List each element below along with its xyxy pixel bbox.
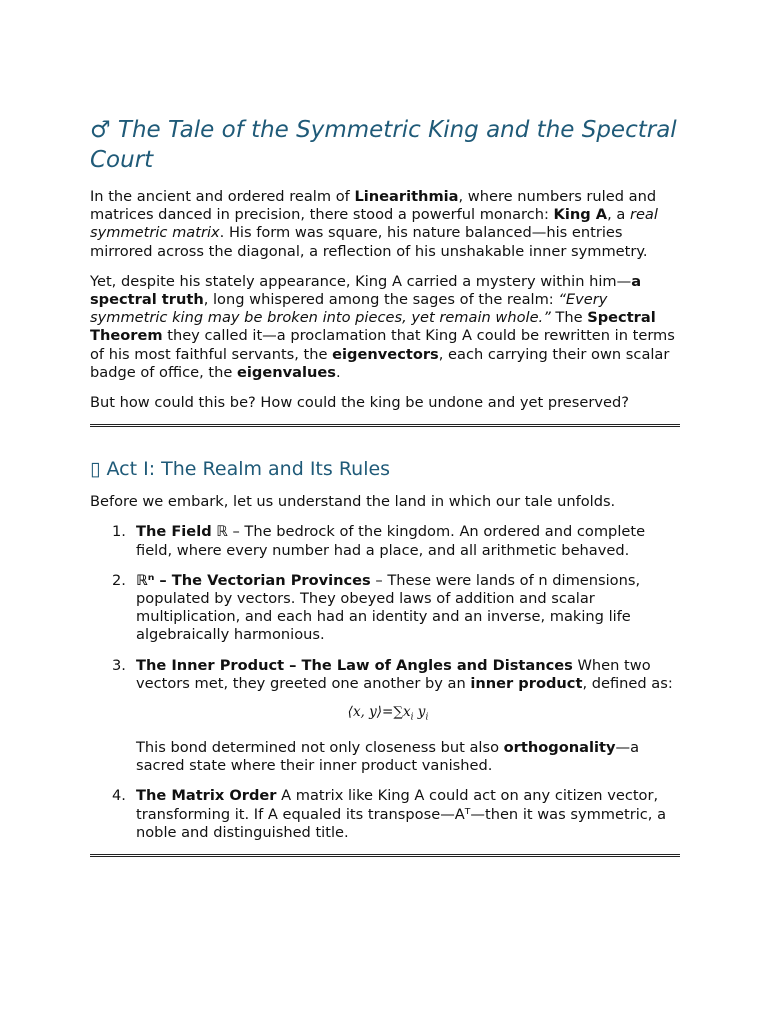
- realm-name: Linearithmia: [354, 188, 459, 205]
- formula-lhs: ⟨x, y⟩=∑: [347, 704, 403, 721]
- item-text: – The bedrock of the kingdom. An ordered and complete field, where every number had a place, and all arithmetic behaved.: [136, 523, 646, 559]
- item-text: , defined as:: [582, 674, 673, 692]
- intro-paragraph-2: [90, 273, 680, 382]
- intro-paragraph-1: [90, 188, 680, 261]
- list-item: [90, 657, 680, 776]
- list-number: 4.: [112, 787, 126, 805]
- text: This bond determined not only closeness but also: [136, 738, 504, 756]
- section-heading-text: Act I: The Realm and Its Rules: [106, 458, 391, 481]
- text: , long whispered among the sages of the realm:: [203, 291, 559, 309]
- text: . His form was square, his nature balanced—his entries mirrored across the diagonal, a reflection of his unshakable inner symmetry.: [90, 224, 648, 260]
- formula-var: y: [417, 704, 426, 721]
- section-lead: Before we embark, let us understand the land in which our tale unfolds.: [90, 493, 616, 511]
- quote: “Every symmetric king may be broken into pieces, yet remain whole.”: [90, 291, 608, 327]
- divider: [90, 854, 680, 857]
- item-text: – These were lands of n dimensions, populated by vectors. They obeyed laws of addition and scalar multiplication, and each had an identity and an inverse, making life algebraically harmonious.: [136, 571, 641, 644]
- inner-product-formula: [136, 703, 680, 727]
- list-number: 1.: [112, 523, 126, 541]
- bold-term: inner product: [470, 674, 583, 692]
- intro-paragraph-3: But how could this be? How could the king be undone and yet preserved?: [90, 394, 629, 412]
- section-heading: [90, 457, 680, 481]
- list-number: 2.: [112, 571, 126, 589]
- formula-sub: i: [425, 712, 429, 723]
- item-title: The Inner Product – The Law of Angles and Distances: [136, 656, 573, 674]
- item-title: The Matrix Order: [136, 787, 277, 805]
- formula-var: x: [402, 704, 411, 721]
- text: In the ancient and ordered realm of: [90, 188, 355, 205]
- item-text: When two vectors met, they greeted one another by an: [136, 656, 651, 692]
- bold-term: eigenvectors: [332, 345, 439, 363]
- item-title: The Field: [136, 523, 212, 541]
- item-title: ℝⁿ – The Vectorian Provinces: [136, 571, 371, 589]
- list-number: 3.: [112, 656, 126, 674]
- item-continuation: [136, 739, 680, 775]
- document-page: [90, 115, 680, 857]
- divider: [90, 424, 680, 427]
- bold-term: orthogonality: [503, 738, 616, 756]
- missing-glyph-icon: ▯: [90, 458, 101, 481]
- text: , a: [607, 206, 630, 224]
- text: they called it—a proclamation that King A could be rewritten in terms of his most faithful servants, the: [90, 327, 675, 363]
- emphasis: real symmetric matrix: [90, 206, 658, 242]
- formula-sub: i: [410, 712, 414, 723]
- text: —a sacred state where their inner product vanished.: [136, 738, 640, 775]
- bold-term: a spectral truth: [90, 272, 642, 309]
- text: , where numbers ruled and matrices danced in precision, there stood a powerful monarch:: [90, 188, 657, 224]
- list-item: [90, 572, 680, 645]
- item-text: A matrix like King A could act on any citizen vector, transforming it. If A equaled its transpose—Aᵀ—then it was symmetric, a noble and distinguished title.: [136, 787, 667, 841]
- text: Yet, despite his stately appearance, King A carried a mystery within him—: [90, 272, 632, 290]
- king-name: King A: [553, 206, 608, 224]
- list-item: [90, 523, 680, 559]
- text: The: [550, 309, 588, 327]
- bold-term: eigenvalues: [236, 363, 336, 381]
- text: , each carrying their own scalar badge of office, the: [90, 345, 670, 381]
- text: ℝ: [211, 523, 228, 541]
- page-title: ♂ The Tale of the Symmetric King and the Spectral Court: [90, 117, 677, 173]
- text: .: [335, 363, 341, 381]
- list-item: [90, 787, 680, 842]
- rules-list: [90, 523, 680, 842]
- bold-term: Spectral Theorem: [90, 309, 656, 345]
